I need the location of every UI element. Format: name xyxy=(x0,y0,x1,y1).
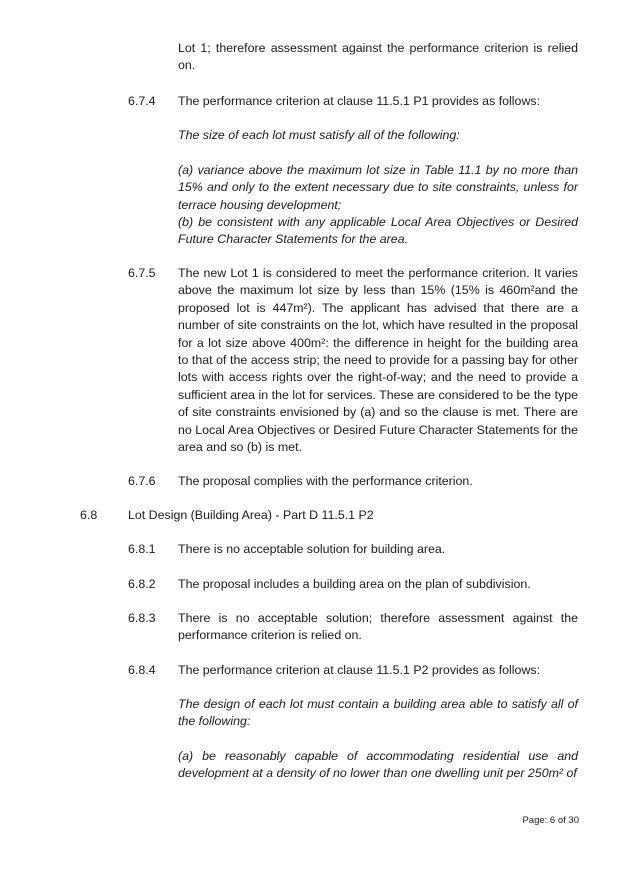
clause-number: 6.7.4 xyxy=(128,94,156,108)
clause-text: The proposal complies with the performance criterion. xyxy=(178,474,473,488)
clause-text: There is no acceptable solution for building area. xyxy=(178,542,446,556)
quote-item-a: (a) be reasonably capable of accommodating residential use and development at a density of no lower than one dwelling unit per 250m² of xyxy=(178,749,578,781)
quote-item-a: (a) variance above the maximum lot size in Table 11.1 by no more than 15% and only to the extent necessary due to site constraints, unless for terrace housing development; xyxy=(178,163,578,212)
quote-item-b: (b) be consistent with any applicable Local Area Objectives or Desired Future Character Statements for the area. xyxy=(178,215,578,247)
quote-intro: The design of each lot must contain a building area able to satisfy all of the following: xyxy=(178,697,578,729)
clause-text: There is no acceptable solution; therefore assessment against the performance criterion is relied on. xyxy=(178,611,578,643)
clause-number: 6.8.1 xyxy=(128,542,156,556)
clause-text: The performance criterion at clause 11.5.1 P2 provides as follows: xyxy=(178,663,541,677)
quote-intro: The size of each lot must satisfy all of the following: xyxy=(178,128,460,142)
page-number: Page: 6 of 30 xyxy=(522,815,579,826)
section-heading: Lot Design (Building Area) - Part D 11.5.1 P2 xyxy=(128,508,374,522)
clause-text: The performance criterion at clause 11.5.1 P1 provides as follows: xyxy=(178,94,541,108)
section-number: 6.8 xyxy=(80,508,98,522)
clause-text: The new Lot 1 is considered to meet the performance criterion. It varies above the maximum lot size by less than 15% (15% is 460m²and the proposed lot is 447m²). The applicant has advised that there are a number of site constraints on the lot, which have resulted in the proposal for a lot size above 400m²: the difference in height for the building area to that of the access strip; the need to provide for a passing bay for other lots with access rights over the right-of-way; and the need to provide a sufficient area in the lot for services. These are considered to be the type of site constraints envisioned by (a) and so the clause is met. There are no Local Area Objectives or Desired Future Character Statements for the area and so (b) is met. xyxy=(178,266,578,455)
clause-number: 6.7.5 xyxy=(128,266,156,280)
clause-number: 6.7.6 xyxy=(128,474,156,488)
clause-text: The proposal includes a building area on the plan of subdivision. xyxy=(178,577,531,591)
paragraph-continuation: Lot 1; therefore assessment against the performance criterion is relied on. xyxy=(178,41,578,73)
clause-number: 6.8.4 xyxy=(128,663,156,677)
clause-number: 6.8.3 xyxy=(128,611,156,625)
clause-number: 6.8.2 xyxy=(128,577,156,591)
